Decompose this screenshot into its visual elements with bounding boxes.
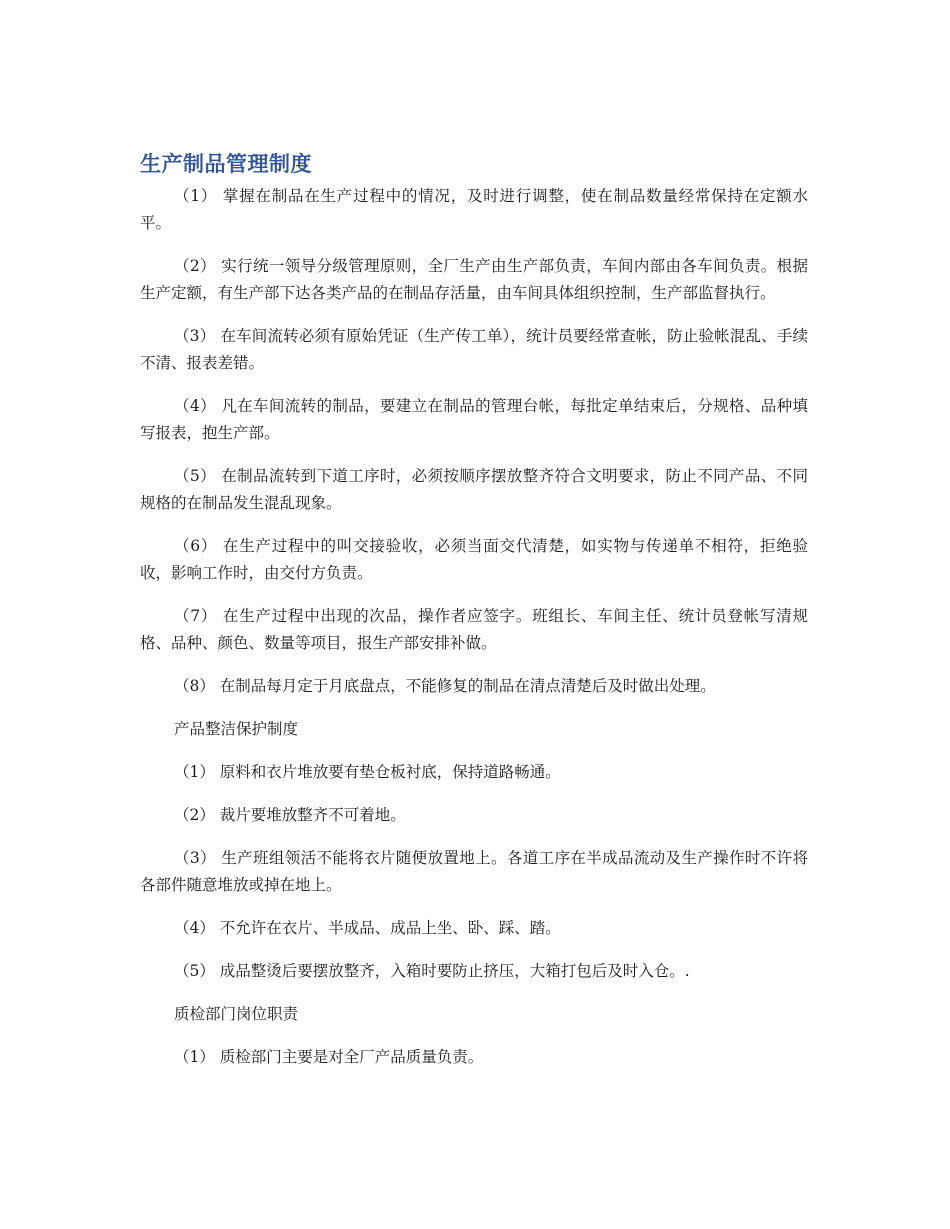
paragraph-11: （3） 生产班组领活不能将衣片随便放置地上。各道工序在半成品流动及生产操作时不许将各部件随意堆放或掉在地上。: [140, 849, 808, 894]
document-body: [140, 150, 808, 1087]
paragraph-9: （1） 原料和衣片堆放要有垫仓板衬底，保持道路畅通。: [174, 763, 561, 781]
paragraph-5: （5） 在制品流转到下道工序时，必须按顺序摆放整齐符合文明要求，防止不同产品、不同规格的在制品发生混乱现象。: [140, 467, 808, 512]
section-heading-quality-inspection: 质检部门岗位职责: [174, 1005, 299, 1023]
paragraph-4: （4） 凡在车间流转的制品，要建立在制品的管理台帐，每批定单结束后，分规格、品种填写报表，抱生产部。: [140, 397, 808, 442]
paragraph-1: （1） 掌握在制品在生产过程中的情况，及时进行调整，使在制品数量经常保持在定额水平。: [140, 187, 808, 232]
paragraph-13: （5） 成品整烫后要摆放整齐，入箱时要防止挤压，大箱打包后及时入仓。.: [174, 962, 690, 980]
paragraph-10: （2） 裁片要堆放整齐不可着地。: [174, 806, 406, 824]
paragraph-6: （6） 在生产过程中的叫交接验收，必须当面交代清楚，如实物与传递单不相符，拒绝验收，影响工作时，由交付方负责。: [140, 537, 808, 582]
paragraph-8: （8） 在制品每月定于月底盘点，不能修复的制品在清点清楚后及时做出处理。: [174, 677, 716, 695]
document-title: 生产制品管理制度: [140, 152, 312, 176]
paragraph-2: （2） 实行统一领导分级管理原则，全厂生产由生产部负责，车间内部由各车间负责。根据生产定额，有生产部下达各类产品的在制品存活量，由车间具体组织控制，生产部监督执行。: [140, 257, 808, 302]
paragraph-12: （4） 不允许在衣片、半成品、成品上坐、卧、踩、踏。: [174, 919, 561, 937]
paragraph-3: （3） 在车间流转必须有原始凭证（生产传工单），统计员要经常查帐，防止验帐混乱、手续不清、报表差错。: [140, 327, 808, 372]
paragraph-14: （1） 质检部门主要是对全厂产品质量负责。: [174, 1048, 484, 1066]
paragraph-7: （7） 在生产过程中出现的次品，操作者应签字。班组长、车间主任、统计员登帐写清规格、品种、颜色、数量等项目，报生产部安排补做。: [140, 607, 808, 652]
section-heading-product-cleanliness: 产品整洁保护制度: [174, 720, 299, 738]
